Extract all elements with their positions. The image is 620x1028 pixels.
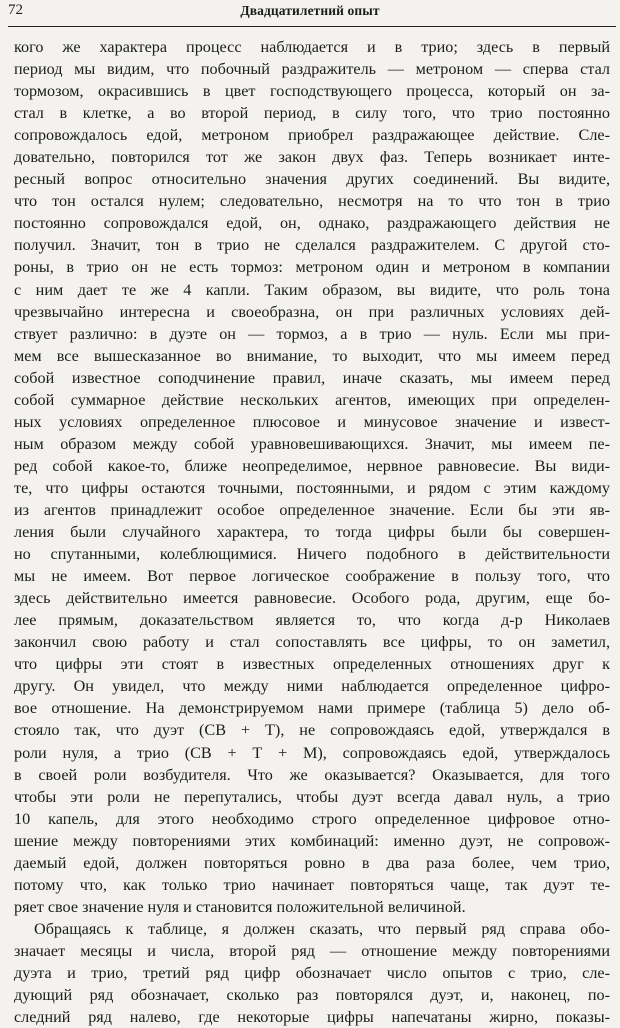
text-line: период мы видим, что побочный раздражитель — метроном — сперва стал: [14, 60, 610, 79]
text-line: здесь действительно имеется равновесие. Особого рода, другим, еще бо-: [14, 589, 610, 608]
text-line: другу. Он увидел, что между ними наблюдается определенное цифро-: [14, 677, 610, 696]
text-line: сопровождалось едой, метроном приобрел раздражающее действие. Сле-: [14, 126, 610, 145]
text-line: 10 капель, для этого необходимо строго определенное цифровое отно-: [14, 809, 610, 828]
text-line: вое отношение. На демонстрируемом нами примере (таблица 5) дело об-: [14, 699, 610, 718]
text-line: лее прямым, доказательством является то, что когда д-р Николаев: [14, 611, 610, 630]
text-line: дуэта и трио, третий ряд цифр обозначает число опытов с трио, сле-: [14, 963, 610, 982]
text-line: ных условиях определенное плюсовое и минусовое значение и извест-: [14, 412, 610, 431]
text-line: с ним дает те же 4 капли. Таким образом, вы видите, что роль тона: [14, 280, 610, 299]
text-line: закончил свою работу и стал сопоставлять все цифры, то он заметил,: [14, 633, 610, 652]
text-line: кого же характера процесс наблюдается и в трио; здесь в первый: [14, 38, 610, 56]
page-number: 72: [8, 2, 23, 18]
text-line: довательно, повторился тот же закон двух фаз. Теперь возникает инте-: [14, 148, 610, 167]
running-title: Двадцатилетний опыт: [240, 3, 380, 18]
text-line: из агентов принадлежит особое определенное значение. Если бы эти яв-: [14, 500, 610, 519]
text-line: стал в клетке, а во второй период, в силу того, что трио постоянно: [14, 104, 610, 123]
text-line: Обращаясь к таблице, я должен сказать, что первый ряд справа обо-: [34, 919, 610, 938]
header-divider: [8, 26, 616, 27]
text-line: стояло так, что дуэт (СВ + Т), не сопровождаясь едой, утверждался в: [14, 721, 610, 740]
text-line: что тон остался нулем; следовательно, несмотря на то что тон в трио: [14, 192, 610, 211]
text-line: чрезвычайно интересна и своеобразна, он при различных условиях дей-: [14, 302, 610, 321]
body-text: [14, 36, 610, 1028]
text-line: потому что, как только трио начинает повторяться чаще, так дуэт те-: [14, 875, 610, 894]
text-line: дующий ряд обозначает, сколько раз повторялся дуэт, и, наконец, по-: [14, 986, 610, 1005]
text-line: шение между повторениями этих комбинаций: именно дуэт, не сопровож-: [14, 831, 610, 850]
text-line: в своей роли возбудителя. Что же оказывается? Оказывается, для того: [14, 765, 610, 784]
text-line: даемый едой, должен повторяться ровно в два раза более, чем трио,: [14, 853, 610, 872]
text-line: постоянно сопровождался едой, он, однако, раздражающего действия не: [14, 214, 610, 233]
text-line: чтобы эти роли не перепутались, чтобы дуэт всегда давал нуль, а трио: [14, 787, 610, 806]
text-line: ствует различно: в дуэте он — тормоз, а в трио — нуль. Если мы при-: [14, 324, 610, 343]
text-line: мем все вышесказанное во внимание, то выходит, что мы имеем перед: [14, 346, 610, 365]
page-header: [8, 2, 612, 24]
text-line: ряет свое значение нуля и становится положительной величиной.: [14, 897, 466, 916]
text-line: но спутанными, колеблющимися. Ничего подобного в действительности: [14, 545, 610, 564]
text-line: те, что цифры остаются точными, постоянными, и рядом с этим каждому: [14, 478, 610, 497]
text-line: тормозом, окрасившись в цвет господствующего процесса, который он за-: [14, 82, 610, 101]
text-line: что цифры эти стоят в известных определенных отношениях друг к: [14, 655, 610, 674]
text-line: следний ряд налево, где некоторые цифры напечатаны жирно, показы-: [14, 1008, 610, 1027]
text-line: ным образом между собой уравновешивающихся. Значит, мы имеем пе-: [14, 434, 610, 453]
text-line: значает месяцы и числа, второй ряд — отношение между повторениями: [14, 941, 610, 960]
text-line: ления были случайного характера, то тогда цифры были бы совершен-: [14, 523, 610, 542]
text-line: ред собой какое-то, ближе неопределимое, нервное равновесие. Вы види-: [14, 456, 610, 475]
text-line: роли нуля, а трио (СВ + Т + М), сопровождаясь едой, утверждалось: [14, 743, 610, 762]
text-line: собой суммарное действие нескольких агентов, имеющих при определен-: [14, 390, 610, 409]
text-line: ресный вопрос относительно значения других соединений. Вы видите,: [14, 170, 610, 189]
text-line: роны, в трио он не есть тормоз: метроном один и метроном в компании: [14, 258, 610, 277]
text-line: мы не имеем. Вот первое логическое соображение в пользу того, что: [14, 567, 610, 586]
text-line: получил. Значит, тон в трио не сделался раздражителем. С другой сто-: [14, 236, 610, 255]
text-line: собой известное соподчинение правил, иначе сказать, мы имеем перед: [14, 368, 610, 387]
